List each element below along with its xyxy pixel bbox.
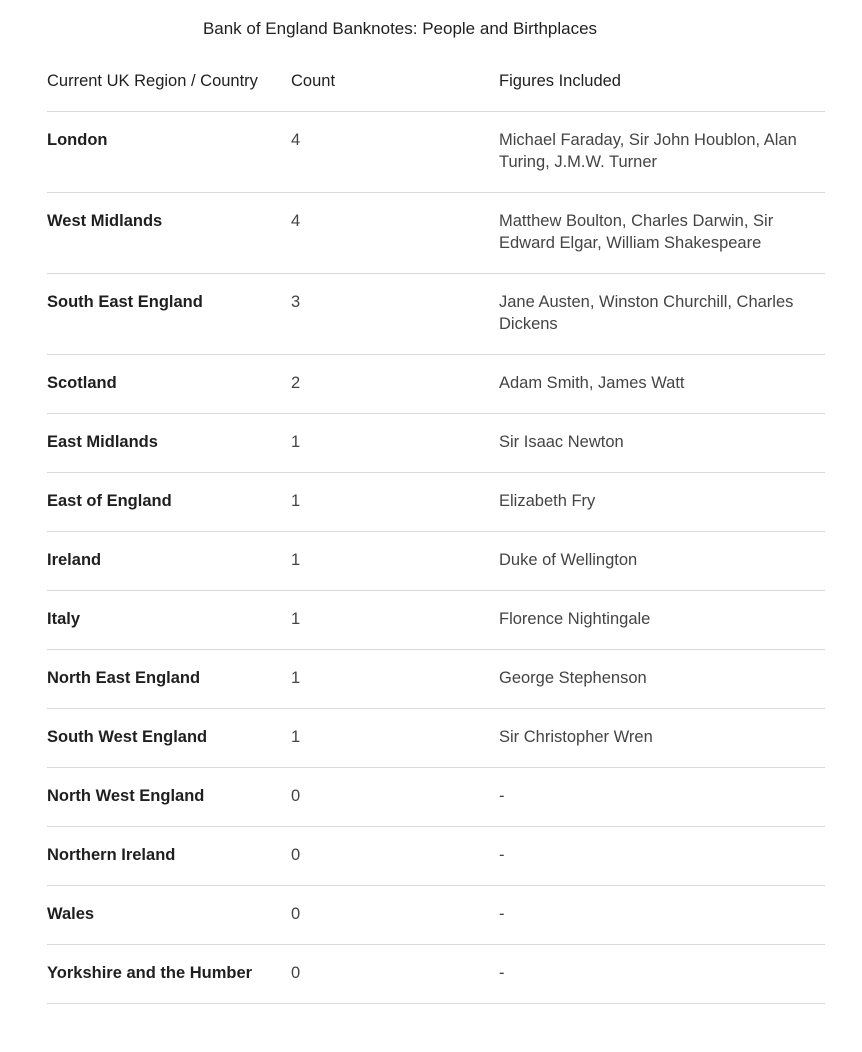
region-cell: South East England <box>47 274 291 355</box>
figures-cell: Adam Smith, James Watt <box>499 355 825 414</box>
figures-cell: George Stephenson <box>499 650 825 709</box>
table-header <box>47 58 825 112</box>
figures-cell: - <box>499 768 825 827</box>
region-cell: Scotland <box>47 355 291 414</box>
figures-cell: Sir Isaac Newton <box>499 414 825 473</box>
figures-cell: Sir Christopher Wren <box>499 709 825 768</box>
figures-cell: Jane Austen, Winston Churchill, Charles Dickens <box>499 274 825 355</box>
table-row <box>47 355 825 414</box>
table-row <box>47 112 825 193</box>
table-row <box>47 193 825 274</box>
figures-cell: - <box>499 827 825 886</box>
count-cell: 0 <box>291 886 499 945</box>
region-cell: West Midlands <box>47 193 291 274</box>
figures-cell: Michael Faraday, Sir John Houblon, Alan Turing, J.M.W. Turner <box>499 112 825 193</box>
count-cell: 1 <box>291 532 499 591</box>
region-cell: Northern Ireland <box>47 827 291 886</box>
banknotes-table <box>47 58 825 1004</box>
table-row <box>47 945 825 1004</box>
column-header-count: Count <box>291 58 499 112</box>
figures-cell: Matthew Boulton, Charles Darwin, Sir Edward Elgar, William Shakespeare <box>499 193 825 274</box>
count-cell: 1 <box>291 591 499 650</box>
count-cell: 2 <box>291 355 499 414</box>
table-row <box>47 532 825 591</box>
region-cell: Italy <box>47 591 291 650</box>
figures-cell: Elizabeth Fry <box>499 473 825 532</box>
table-row <box>47 274 825 355</box>
table-row <box>47 414 825 473</box>
region-cell: North East England <box>47 650 291 709</box>
count-cell: 3 <box>291 274 499 355</box>
region-cell: East of England <box>47 473 291 532</box>
count-cell: 0 <box>291 768 499 827</box>
figures-cell: - <box>499 945 825 1004</box>
table-row <box>47 827 825 886</box>
table-row <box>47 591 825 650</box>
region-cell: London <box>47 112 291 193</box>
count-cell: 4 <box>291 112 499 193</box>
table-row <box>47 650 825 709</box>
region-cell: East Midlands <box>47 414 291 473</box>
table-body <box>47 112 825 1004</box>
table-row <box>47 768 825 827</box>
count-cell: 1 <box>291 414 499 473</box>
region-cell: Wales <box>47 886 291 945</box>
count-cell: 4 <box>291 193 499 274</box>
region-cell: Ireland <box>47 532 291 591</box>
count-cell: 1 <box>291 473 499 532</box>
figures-cell: - <box>499 886 825 945</box>
figures-cell: Florence Nightingale <box>499 591 825 650</box>
figures-cell: Duke of Wellington <box>499 532 825 591</box>
region-cell: South West England <box>47 709 291 768</box>
column-header-figures: Figures Included <box>499 58 825 112</box>
column-header-region: Current UK Region / Country <box>47 58 291 112</box>
table-caption: Bank of England Banknotes: People and Birthplaces <box>202 19 598 38</box>
header-row <box>47 58 825 112</box>
region-cell: Yorkshire and the Humber <box>47 945 291 1004</box>
count-cell: 1 <box>291 650 499 709</box>
table-row <box>47 473 825 532</box>
count-cell: 0 <box>291 827 499 886</box>
region-cell: North West England <box>47 768 291 827</box>
count-cell: 0 <box>291 945 499 1004</box>
table-row <box>47 886 825 945</box>
table-row <box>47 709 825 768</box>
count-cell: 1 <box>291 709 499 768</box>
